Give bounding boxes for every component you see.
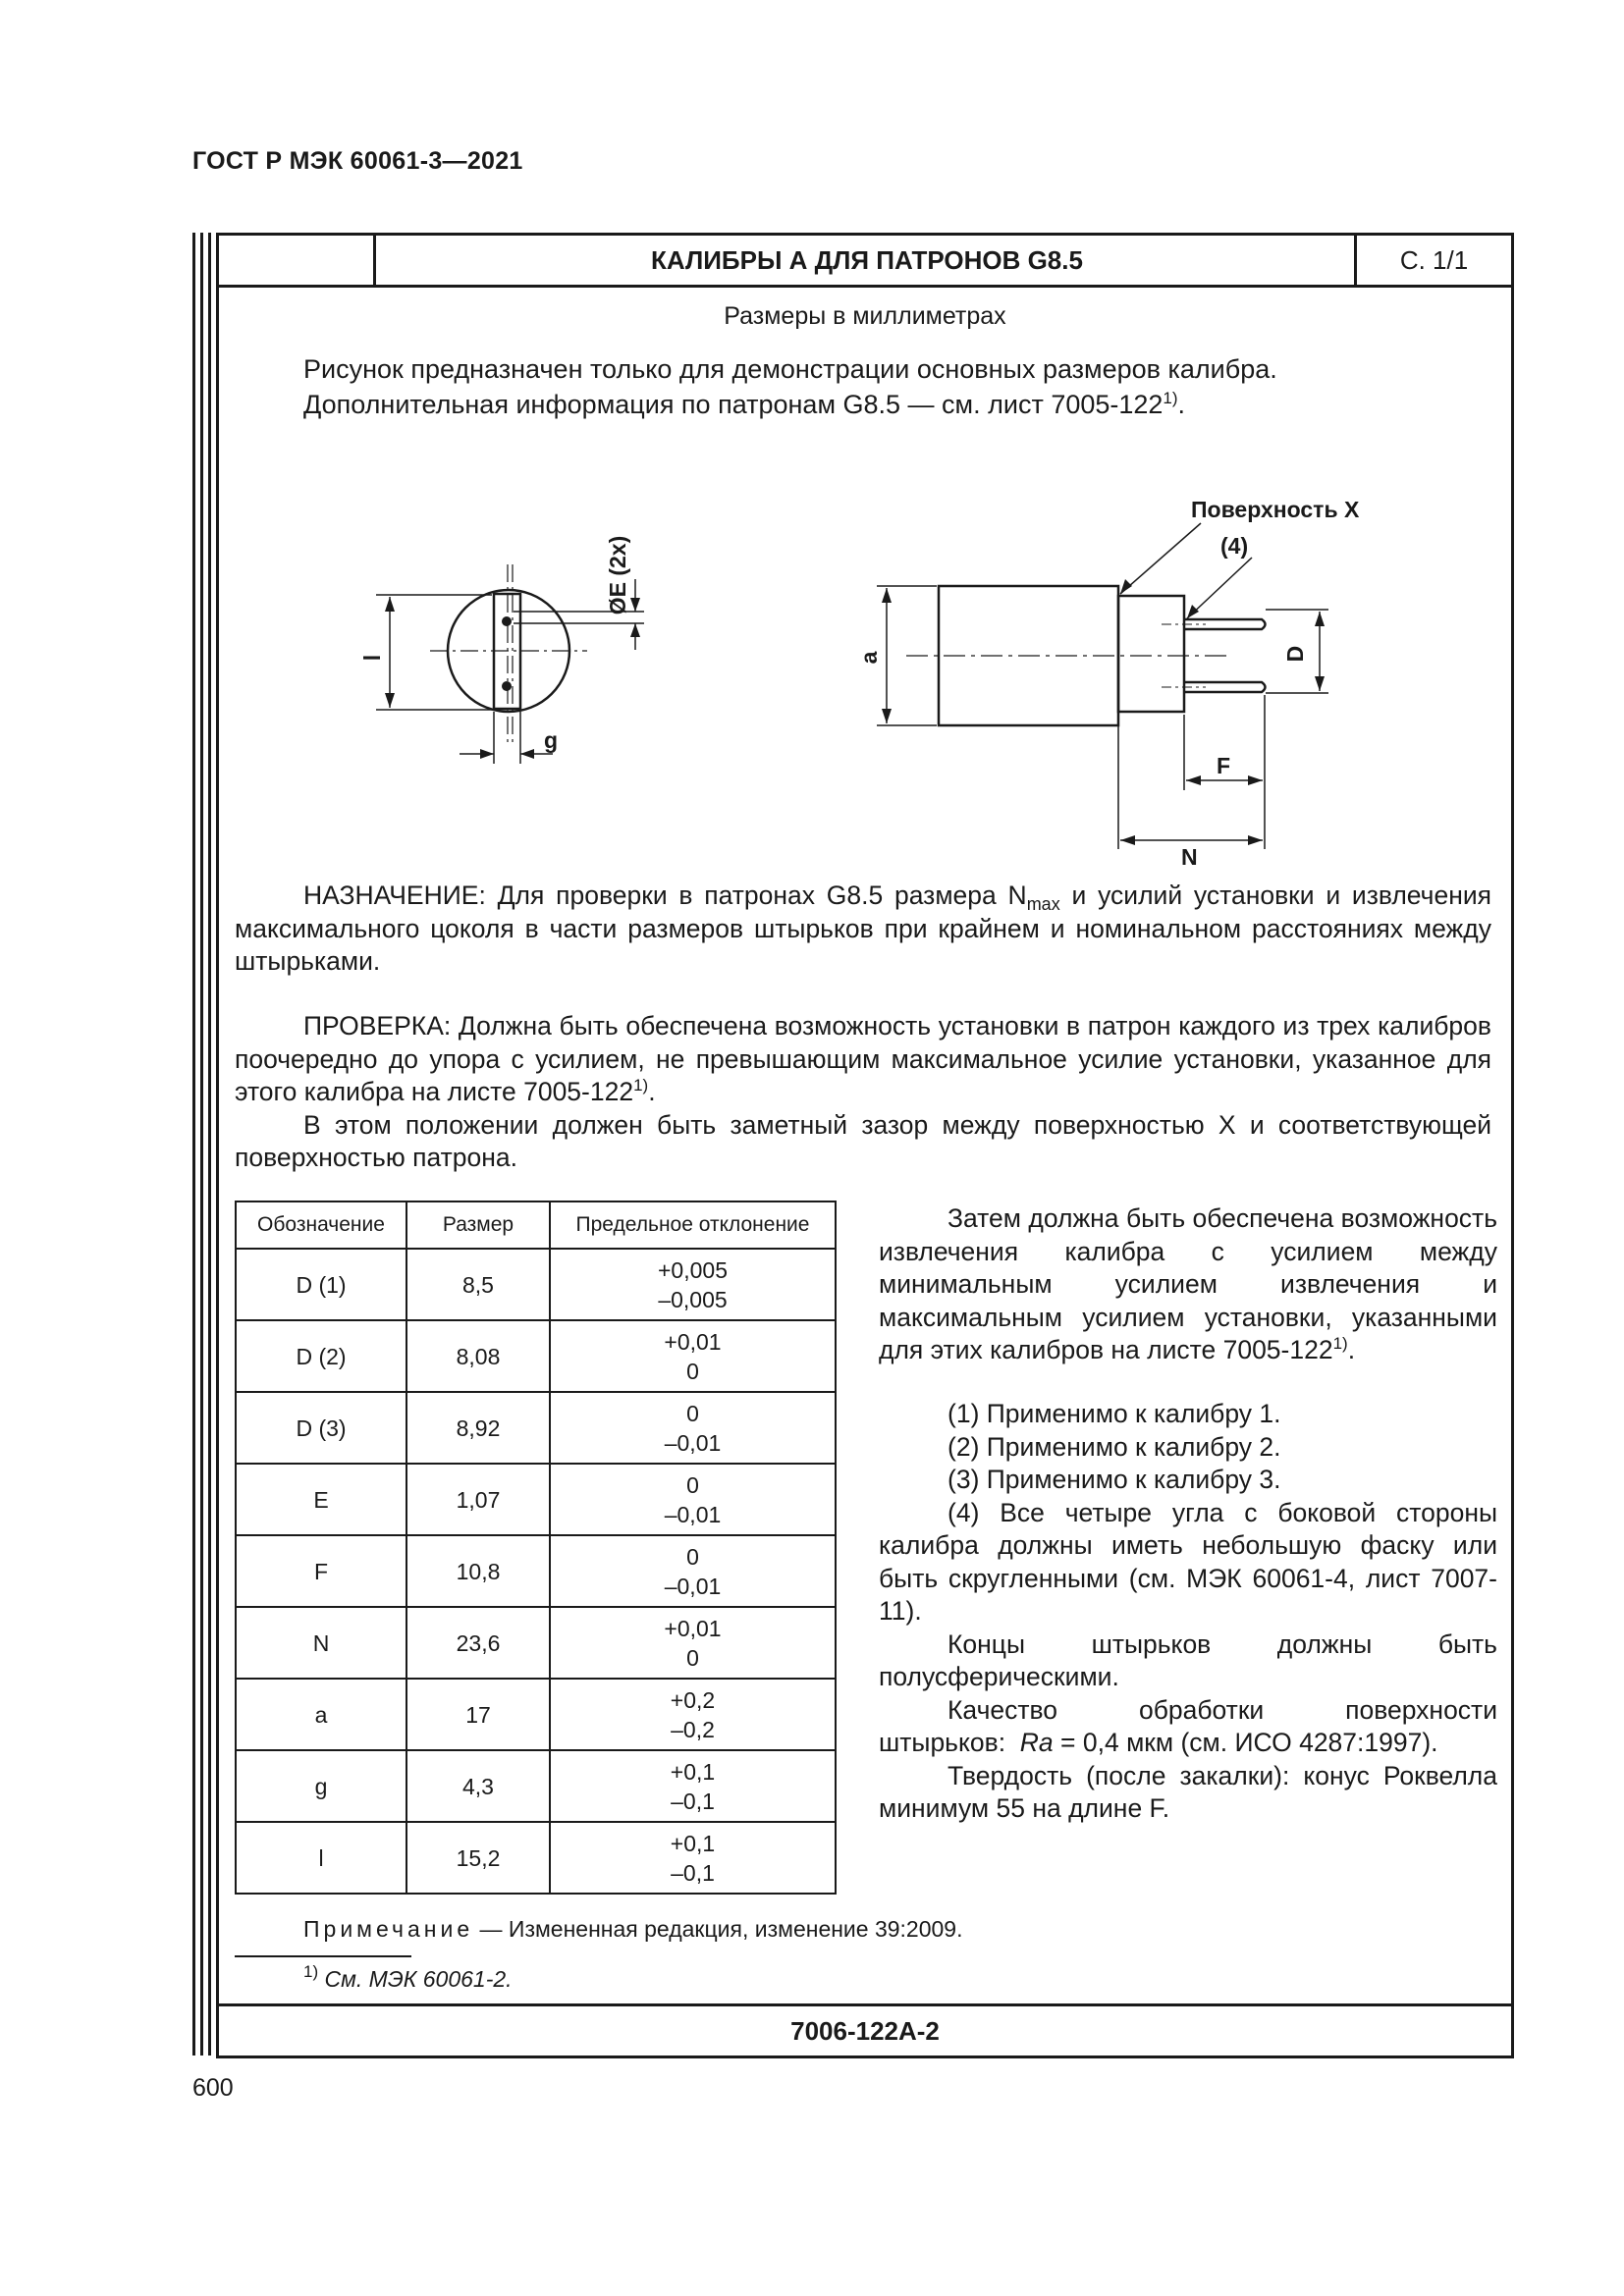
table-row <box>236 1535 836 1607</box>
intro-line-2 <box>303 387 1277 422</box>
cell-tolerance <box>550 1607 836 1679</box>
pin-dot-upper <box>502 616 512 626</box>
cell-designation: E <box>236 1464 406 1535</box>
tolerance-lower: –0,1 <box>671 1788 715 1814</box>
col-header-designation: Обозначение <box>236 1201 406 1249</box>
note-line <box>303 1916 963 1943</box>
note-pins: Концы штырьков должны быть полусферическими. <box>879 1629 1497 1691</box>
cell-tolerance <box>550 1320 836 1392</box>
col-header-size: Размер <box>406 1201 550 1249</box>
cell-tolerance <box>550 1535 836 1607</box>
check-text-end: . <box>648 1077 656 1106</box>
label-dim-d: D <box>1282 645 1308 663</box>
sheet-page-indicator: С. 1/1 <box>1354 236 1511 285</box>
margin-line-1 <box>192 233 195 2056</box>
pin-dot-lower <box>502 681 512 691</box>
table-header-row <box>236 1201 836 1249</box>
tolerance-lower: –0,01 <box>664 1573 722 1599</box>
table-row <box>236 1607 836 1679</box>
cell-size: 15,2 <box>406 1822 550 1894</box>
cell-tolerance <box>550 1822 836 1894</box>
cell-size: 17 <box>406 1679 550 1750</box>
arrow-g-left <box>480 749 494 759</box>
cell-tolerance <box>550 1392 836 1464</box>
arrow-f-right <box>1248 775 1263 785</box>
sheet-number: 7006-122A-2 <box>219 2003 1511 2056</box>
check-text: ПРОВЕРКА: Должна быть обеспечена возможность установки в патрон каждого из трех калибров поочередно до упора с усилием, не превышающим максимальное усилие установки, указанное для этого калибра на листе 7005-122 <box>235 1011 1491 1106</box>
arrow-n-left <box>1120 835 1135 845</box>
arrow-n-right <box>1248 835 1263 845</box>
extraction-text: Затем должна быть обеспечена возможность извлечения калибра с усилием между минимальным усилием извлечения и максимальным усилием установки, указанными для этих калибров на листе 7005-122 <box>879 1203 1497 1364</box>
tolerance-upper: +0,01 <box>664 1615 722 1641</box>
tolerance-lower: 0 <box>686 1644 699 1671</box>
side-notes <box>879 1398 1497 1826</box>
cell-size: 10,8 <box>406 1535 550 1607</box>
check-paragraph <box>235 1010 1491 1175</box>
tolerance-upper: 0 <box>686 1543 699 1570</box>
intro-line-2-text: Дополнительная информация по патронам G8.5 — см. лист 7005-122 <box>303 390 1164 419</box>
intro-line-2-end: . <box>1177 390 1186 419</box>
label-dim-g: g <box>544 727 559 753</box>
tolerance-upper: +0,1 <box>670 1830 716 1856</box>
footnote <box>303 1962 513 1993</box>
footnote-ref: 1) <box>1332 1334 1348 1353</box>
label-dim-f: F <box>1217 753 1231 778</box>
arrow-a-bottom <box>882 709 892 723</box>
leader-4 <box>1187 558 1252 618</box>
dimensions-table <box>235 1201 837 1895</box>
arrow-g-right <box>520 749 534 759</box>
tolerance-lower: –0,005 <box>658 1286 728 1312</box>
footnote-ref: 1) <box>1163 389 1178 407</box>
tolerance-lower: 0 <box>686 1358 699 1384</box>
gauge-shoulder <box>1118 596 1184 712</box>
side-extraction-text <box>879 1202 1497 1367</box>
footnote-marker: 1) <box>303 1962 319 1981</box>
tolerance-lower: –0,2 <box>671 1716 715 1742</box>
cell-designation: N <box>236 1607 406 1679</box>
arrow-e-top <box>630 598 640 612</box>
cell-size: 8,5 <box>406 1249 550 1320</box>
cell-designation: g <box>236 1750 406 1822</box>
footnote-separator <box>235 1955 411 1957</box>
cell-designation: D (3) <box>236 1392 406 1464</box>
cell-designation: l <box>236 1822 406 1894</box>
arrow-d-bottom <box>1315 676 1325 691</box>
tolerance-upper: 0 <box>686 1400 699 1426</box>
arrow-d-top <box>1315 612 1325 626</box>
arrow-l-bottom <box>385 693 395 708</box>
leader-surface-x <box>1120 523 1201 594</box>
ra-symbol: Ra <box>1019 1728 1054 1757</box>
note-label: Примечание <box>303 1916 474 1942</box>
cell-size: 23,6 <box>406 1607 550 1679</box>
label-4: (4) <box>1220 533 1249 559</box>
note-surface-finish: Качество обработки поверхности штырьков: Ra = 0,4 мкм (см. ИСО 4287:1997). <box>879 1694 1497 1757</box>
cell-tolerance <box>550 1249 836 1320</box>
arrow-a-top <box>882 588 892 603</box>
tolerance-upper: +0,2 <box>670 1686 716 1713</box>
cell-tolerance <box>550 1750 836 1822</box>
extraction-text-end: . <box>1347 1335 1356 1364</box>
margin-line-2 <box>200 233 203 2056</box>
table-row <box>236 1249 836 1320</box>
gauge-drawing <box>219 432 1511 942</box>
label-dim-l: l <box>359 654 385 662</box>
page-number: 600 <box>192 2074 234 2102</box>
title-blank-cell <box>219 236 376 285</box>
cell-size: 1,07 <box>406 1464 550 1535</box>
col-header-tolerance: Предельное отклонение <box>550 1201 836 1249</box>
table-row <box>236 1392 836 1464</box>
units-caption: Размеры в миллиметрах <box>724 302 1006 330</box>
table-row <box>236 1679 836 1750</box>
table-row <box>236 1320 836 1392</box>
sheet-frame <box>216 233 1514 2058</box>
check-text-2: В этом положении должен быть заметный зазор между поверхностью X и соответствующей поверхностью патрона. <box>235 1109 1491 1172</box>
note-3: (3) Применимо к калибру 3. <box>947 1465 1281 1494</box>
cell-tolerance <box>550 1679 836 1750</box>
tolerance-lower: –0,1 <box>671 1859 715 1886</box>
cell-tolerance <box>550 1464 836 1535</box>
label-dim-e: ØE (2x) <box>605 535 630 615</box>
cell-size: 8,08 <box>406 1320 550 1392</box>
purpose-subscript: max <box>1026 894 1060 914</box>
note-2: (2) Применимо к калибру 2. <box>947 1431 1281 1462</box>
table-row <box>236 1822 836 1894</box>
note-4: (4) Все четыре угла с боковой стороны калибра должны иметь небольшую фаску или быть скругленными (см. МЭК 60061-4, лист 7007-11). <box>879 1497 1497 1626</box>
sheet-title: КАЛИБРЫ А ДЛЯ ПАТРОНОВ G8.5 <box>651 245 1083 275</box>
table-row <box>236 1750 836 1822</box>
cell-designation: D (1) <box>236 1249 406 1320</box>
intro-line-1: Рисунок предназначен только для демонстрации основных размеров калибра. <box>303 354 1277 384</box>
cell-designation: D (2) <box>236 1320 406 1392</box>
arrow-l-top <box>385 597 395 612</box>
tolerance-lower: –0,01 <box>664 1429 722 1456</box>
cell-size: 4,3 <box>406 1750 550 1822</box>
tolerance-upper: +0,005 <box>658 1256 728 1283</box>
purpose-text: НАЗНАЧЕНИЕ: Для проверки в патронах G8.5 размера N <box>303 881 1027 910</box>
tolerance-upper: +0,1 <box>670 1758 716 1785</box>
label-dim-n: N <box>1181 844 1198 870</box>
label-dim-a: a <box>856 651 882 665</box>
arrow-f-left <box>1186 775 1201 785</box>
footnote-ref: 1) <box>633 1076 649 1095</box>
intro-text <box>303 351 1277 422</box>
arrow-e-bottom <box>630 623 640 637</box>
margin-line-3 <box>208 233 211 2056</box>
note-1: (1) Применимо к калибру 1. <box>947 1399 1281 1428</box>
cell-designation: F <box>236 1535 406 1607</box>
tolerance-lower: –0,01 <box>664 1501 722 1527</box>
table-row <box>236 1464 836 1535</box>
cell-designation: a <box>236 1679 406 1750</box>
tolerance-upper: 0 <box>686 1471 699 1498</box>
footnote-text: См. МЭК 60061-2. <box>324 1966 513 1992</box>
arrow-4 <box>1187 605 1199 618</box>
document-standard-header: ГОСТ Р МЭК 60061-3—2021 <box>192 147 523 175</box>
arrow-surface-x <box>1120 579 1132 594</box>
note-hardness: Твердость (после закалки): конус Роквелла минимум 55 на длине F. <box>879 1760 1497 1823</box>
cell-size: 8,92 <box>406 1392 550 1464</box>
note-text: — Измененная редакция, изменение 39:2009. <box>473 1916 963 1942</box>
purpose-paragraph <box>235 880 1491 979</box>
label-surface-x: Поверхность X <box>1191 497 1360 522</box>
sheet-title-bar <box>219 236 1511 288</box>
purpose-text-end: и усилий установки и извлечения максимального цоколя в части размеров штырьков при крайнем и номинальном расстояниях между штырьками. <box>235 881 1491 976</box>
tolerance-upper: +0,01 <box>664 1328 722 1355</box>
